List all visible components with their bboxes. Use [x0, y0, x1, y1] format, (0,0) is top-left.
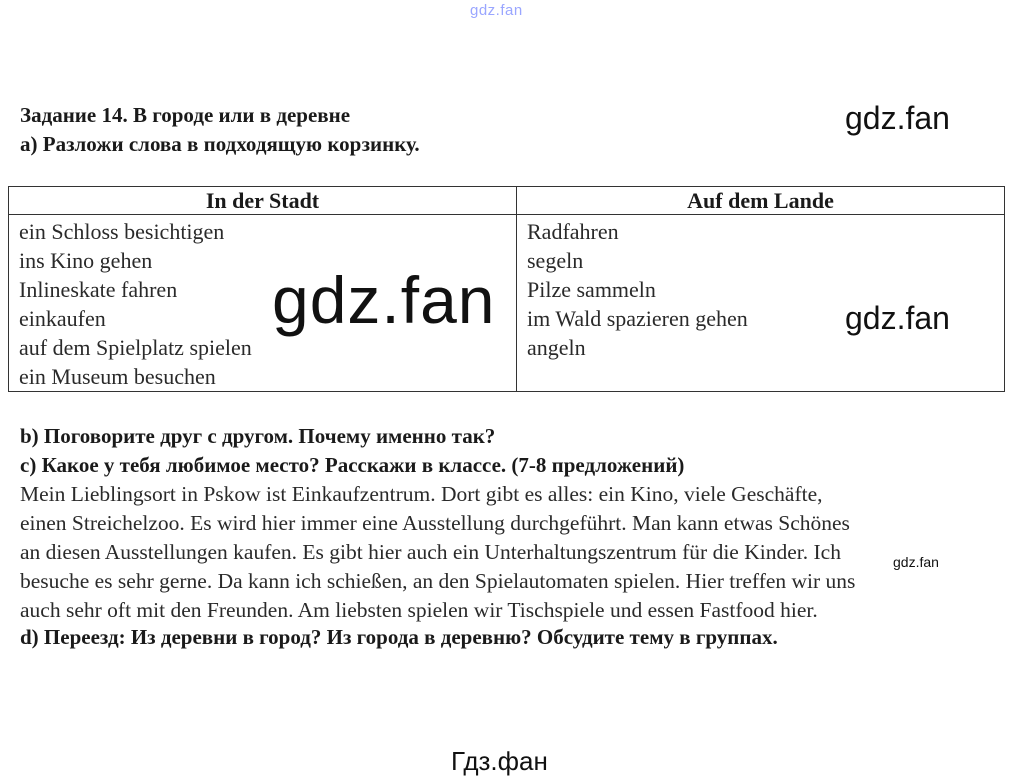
task-part-a: a) Разложи слова в подходящую корзинку.: [20, 132, 420, 156]
watermark-center: gdz.fan: [272, 263, 496, 337]
list-item: ins Kino gehen: [19, 248, 153, 273]
words-table: [8, 186, 1005, 392]
essay-line: besuche es sehr gerne. Da kann ich schießen, an den Spielautomaten spielen. Hier treffen wir uns: [20, 569, 856, 593]
header-country: Auf dem Lande: [517, 187, 1005, 215]
list-item: ein Museum besuchen: [19, 364, 216, 389]
task-title: Задание 14. В городе или в деревне: [20, 103, 351, 127]
watermark-bottom: Гдз.фан: [451, 746, 548, 776]
watermark-top: gdz.fan: [470, 2, 523, 19]
list-item: Pilze sammeln: [527, 277, 656, 302]
list-item: im Wald spazieren gehen: [527, 306, 748, 331]
list-item: angeln: [527, 335, 586, 360]
list-item: segeln: [527, 248, 584, 273]
header-city: In der Stadt: [9, 187, 517, 215]
list-item: ein Schloss besichtigen: [19, 219, 225, 244]
essay-line: Mein Lieblingsort in Pskow ist Einkaufzentrum. Dort gibt es alles: ein Kino, viele Geschäfte,: [20, 482, 823, 506]
watermark-right-middle: gdz.fan: [845, 300, 950, 336]
list-item: Radfahren: [527, 219, 619, 244]
essay-line: einen Streichelzoo. Es wird hier immer eine Ausstellung durchgeführt. Man kann etwas Schönes: [20, 511, 850, 535]
task-part-b: b) Поговорите друг с другом. Почему именно так?: [20, 424, 496, 448]
essay-line: auch sehr oft mit den Freunden. Am liebsten spielen wir Tischspiele und essen Fastfood hier.: [20, 598, 818, 622]
watermark-small: gdz.fan: [893, 554, 939, 570]
essay-line: an diesen Ausstellungen kaufen. Es gibt hier auch ein Unterhaltungszentrum für die Kinder. Ich: [20, 540, 841, 564]
essay-text: [20, 480, 1000, 625]
table-header-row: [9, 187, 1005, 215]
watermark-right-top: gdz.fan: [845, 100, 950, 136]
list-item: Inlineskate fahren: [19, 277, 178, 302]
list-item: einkaufen: [19, 306, 106, 331]
task-part-d: d) Переезд: Из деревни в город? Из города в деревню? Обсудите тему в группах.: [20, 625, 778, 649]
list-item: auf dem Spielplatz spielen: [19, 335, 252, 360]
task-part-c: c) Какое у тебя любимое место? Расскажи в классе. (7-8 предложений): [20, 453, 685, 477]
